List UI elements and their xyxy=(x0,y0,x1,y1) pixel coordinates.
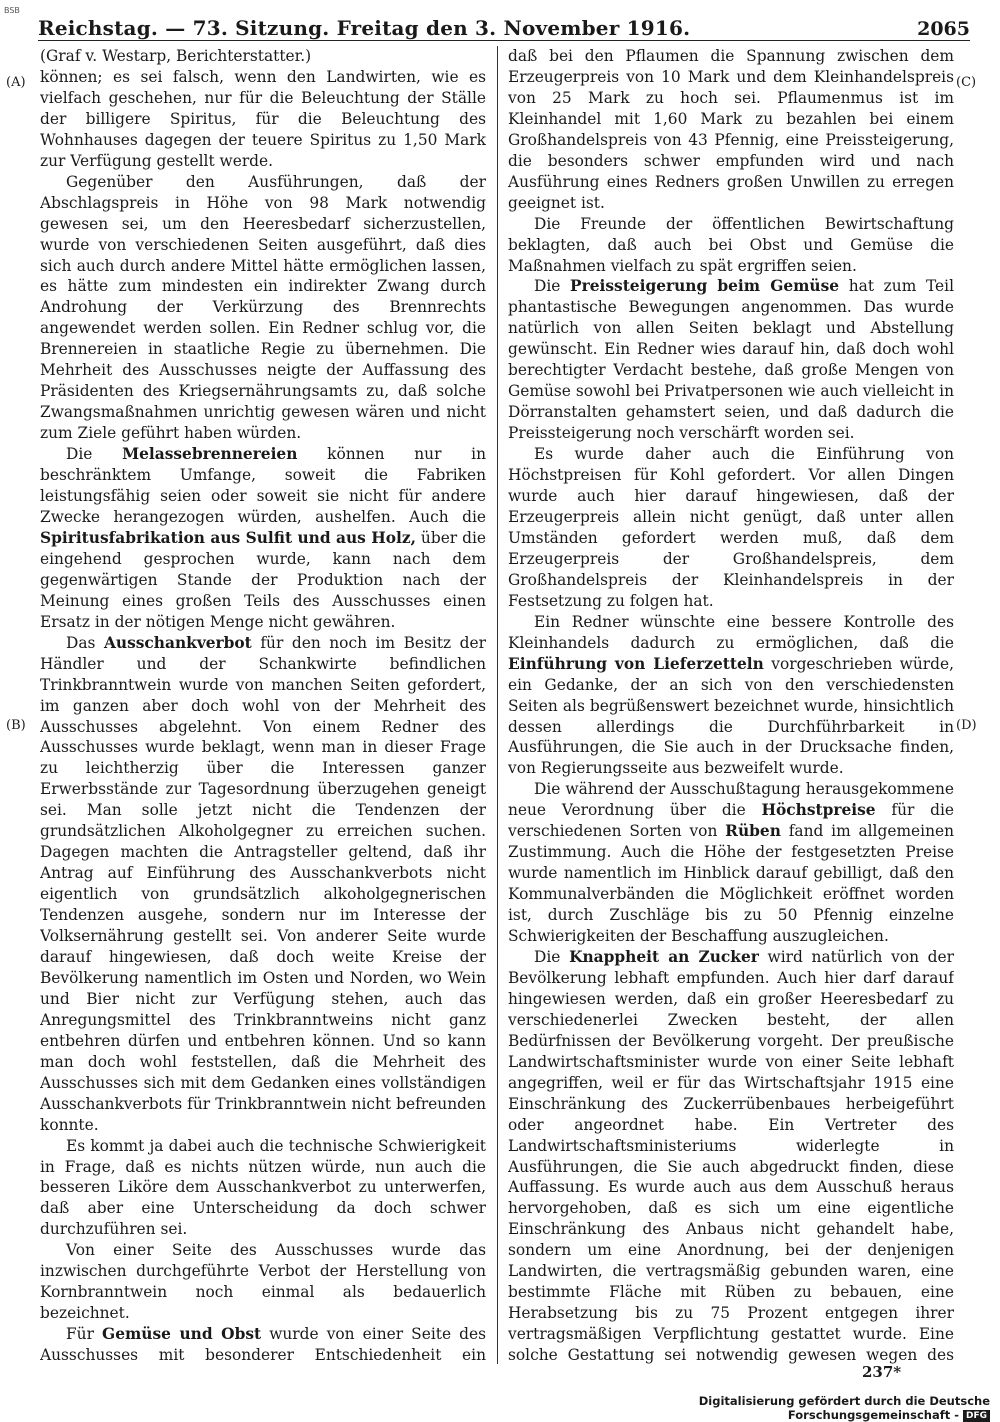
paragraph: Gegenüber den Ausführungen, daß der Abschlagspreis in Höhe von 98 Mark notwendig gewesen sei, um den Heeresbedarf sicherzustellen, wurde von verschiedenen Seiten ausgeführt, daß dies sich auch durch andere Mittel hätte ermöglichen lassen, es hätte zum mindesten ein indirekter Zwang durch Androhung der Verkürzung des Brennrechts angewendet werden sollen. Ein Redner schlug vor, die Brennereien in staatliche Regie zu übernehmen. Die Mehrheit des Ausschusses neigte der Auffassung des Präsidenten des Kriegsernährungsamts zu, daß solche Zwangsmaßnahmen unrichtig gewesen wären und nicht zum Ziele geführt haben würden. xyxy=(40,172,486,443)
paragraph: Das Ausschankverbot für den noch im Besitz der Händler und der Schankwirte befindlichen Trinkbranntwein wurde von manchen Seiten gefordert, im ganzen aber doch wohl von der Mehrheit des Ausschusses abgelehnt. Von einem Redner des Ausschusses wurde beklagt, wenn man in dieser Frage zu leichtherzig über die Interessen ganzer Erwerbsstände zur Tagesordnung überzugehen geneigt sei. Man solle jetzt nicht die Tendenzen der grundsätzlichen Alkoholgegner zu erreichen suchen. Dagegen machten die Antragsteller geltend, daß ihr Antrag auf Einführung des Ausschankverbots nicht eigentlich von grundsätzlich alkoholgegnerischen Tendenzen ausgehe, sondern nur im Interesse der Volksernährung gestellt sei. Von anderer Seite wurde darauf hingewiesen, daß doch weite Kreise der Bevölkerung namentlich im Osten und Norden, wo Wein und Bier nicht zur Verfügung stehen, auch das Anregungsmittel des Trinkbranntweins nicht ganz entbehren dürfen und entbehren können. Und so kann man doch wohl feststellen, daß die Mehrheit des Ausschusses sich mit dem Gedanken eines vollständigen Ausschankverbots für Trinkbranntwein nicht befreunden konnte. xyxy=(40,633,486,1134)
paragraph: Es wurde daher auch die Einführung von Höchstpreisen für Kohl gefordert. Vor allen Dingen wurde auch hier darauf hingewiesen, daß der Erzeugerpreis allein nicht genügt, daß unter allen Umständen gefordert werden muß, daß dem Erzeugerpreis der Großhandelspreis, dem Großhandelspreis der Kleinhandelspreis in der Festsetzung zu folgen hat. xyxy=(508,445,954,610)
bold-term: Preissteigerung beim Gemüse xyxy=(570,277,840,296)
right-column xyxy=(508,46,954,1364)
footer-text: Digitalisierung gefördert durch die Deutsche Forschungsgemeinschaft - xyxy=(698,1394,990,1422)
paragraph: können; es sei falsch, wenn den Landwirten, wie es vielfach geschehen, nur für die Beleuchtung der Ställe der billigere Spiritus, für die Beleuchtung des Wohnhauses dagegen der teuere Spiritus zu 1,50 Mark zur Verfügung gestellt werde. xyxy=(40,67,486,170)
paragraph: Von einer Seite des Ausschusses wurde das inzwischen durchgeführte Verbot der Herstellung von Kornbranntwein noch einmal als bedauerlich bezeichnet. xyxy=(40,1241,486,1323)
paragraph: daß bei den Pflaumen die Spannung zwischen dem Erzeugerpreis von 10 Mark und dem Kleinhandelspreis von 25 Mark zu hoch sei. Pflaumenmus ist im Kleinhandel mit 1,60 Mark zu bezahlen bei einem Großhandelspreis von 43 Pfennig, eine Preissteigerung, die besonders schwer empfunden wird und nach Ausführung eines Redners großen Unwillen zu erregen geeignet ist. xyxy=(508,47,954,212)
bold-term: Einführung von Lieferzetteln xyxy=(508,654,764,673)
paragraph: Die Melassebrennereien können nur in beschränktem Umfange, soweit die Fabriken leistungsfähig seien oder soweit sie nicht für andere Zwecke herangezogen würden, aushelfen. Auch die Spiritusfabrikation aus Sulfit und aus Holz, über die eingehend gesprochen wurde, kann nach dem gegenwärtigen Stande der Produktion nach der Meinung eines großen Teils des Ausschusses einen Ersatz in der nötigen Menge nicht gewähren. xyxy=(40,445,486,631)
paragraph: Die während der Ausschußtagung herausgekommene neue Verordnung über die Höchstpreise für die verschiedenen Sorten von Rüben fand im allgemeinen Zustimmung. Auch die Höhe der festgesetzten Preise wurde namentlich im Hinblick darauf gebilligt, daß den Kommunalverbänden die Möglichkeit eröffnet worden ist, durch Zuschläge bis zu 50 Pfennig einzelne Schwierigkeiten der Beschaffung auszugleichen. xyxy=(508,780,954,946)
paragraph: Die Knappheit an Zucker wird natürlich von der Bevölkerung lebhaft empfunden. Auch hier darf darauf hingewiesen werden, daß ein großer Heeresbedarf zu verschiedenerlei Zwecken besteht, der allen Bedürfnissen der Bevölkerung vorgeht. Der preußische Landwirtschaftsminister wurde von einer Seite lebhaft angegriffen, weil er für das Wirtschaftsjahr 1915 eine Einschränkung des Zuckerrübenbaues herbeigeführt oder angeordnet habe. Ein Vertreter des Landwirtschaftsministeriums widerlegte in Ausführungen, die Sie auch abgedruckt finden, diese Auffassung. Es wurde auch aus dem Ausschuß heraus hervorgehoben, daß es sich um eine eigentliche Einschränkung des Anbaus nicht gehandelt habe, sondern um eine Anordnung, bei der denjenigen Landwirten, die vertragsmäßig gebunden waren, eine bestimmte Fläche mit Rüben zu bebauen, eine Herabsetzung bis zu 75 Prozent entgegen ihrer vertragsmäßigen Verpflichtung gestattet wurde. Eine solche Gestattung sei notwendig gewesen wegen des xyxy=(508,947,954,1364)
page-header xyxy=(38,10,970,41)
paragraph: Ein Redner wünschte eine bessere Kontrolle des Kleinhandels dadurch zu ermöglichen, daß die Einführung von Lieferzetteln vorgeschrieben würde, ein Gedanke, der an sich von den verschiedensten Seiten als begrüßenswert bezeichnet wurde, hinsichtlich dessen allerdings die Durchführbarkeit in Ausführungen, die Sie auch in der Drucksache finden, von Regierungsseite aus bezweifelt wurde. xyxy=(508,612,954,778)
bold-term: Melassebrennereien xyxy=(122,445,298,464)
bold-term: Spiritusfabrikation aus Sulfit und aus Holz, xyxy=(40,528,416,547)
bold-term: Gemüse und Obst xyxy=(102,1325,262,1344)
bold-term: Ausschankverbot xyxy=(103,633,252,652)
bold-term: Höchstpreise xyxy=(761,801,876,820)
paragraph: Für Gemüse und Obst wurde von einer Seite des Ausschusses mit besonderer Entschiedenheit ein xyxy=(40,1325,486,1364)
column-divider xyxy=(497,46,498,1364)
running-title: Reichstag. — 73. Sitzung. Freitag den 3. November 1916. xyxy=(38,16,691,40)
margin-mark-a: (A) xyxy=(6,75,26,90)
paragraph: Die Preissteigerung beim Gemüse hat zum Teil phantastische Bewegungen angenommen. Das wurde natürlich von allen Seiten beklagt und Abstellung gewünscht. Ein Redner wies darauf hin, daß doch wohl berechtigter Verdacht bestehe, daß große Mengen von Gemüse sowohl bei Privatpersonen wie auch vielleicht in Dörranstalten gehamstert seien, und daß dadurch die Preissteigerung noch verschärft worden sei. xyxy=(508,277,954,443)
page-number: 2065 xyxy=(917,18,970,40)
left-column xyxy=(40,46,486,1364)
dfg-logo: DFG xyxy=(963,1410,990,1422)
margin-mark-d: (D) xyxy=(956,718,977,733)
bold-term: Rüben xyxy=(725,822,781,841)
digitization-footer xyxy=(610,1394,990,1422)
sheet-signature: 237* xyxy=(862,1363,902,1381)
speaker-note: (Graf v. Westarp, Berichterstatter.) xyxy=(40,47,312,65)
bold-term: Knappheit an Zucker xyxy=(569,947,759,966)
paragraph: Die Freunde der öffentlichen Bewirtschaftung beklagten, daß auch bei Obst und Gemüse die Maßnahmen vielfach zu spät ergriffen seien. xyxy=(508,214,954,275)
paragraph: Es kommt ja dabei auch die technische Schwierigkeit in Frage, daß es nichts nützen würde, nun auch die besseren Liköre dem Ausschankverbot zu unterwerfen, daß aber eine Unterscheidung da doch schwer durchzuführen sei. xyxy=(40,1136,486,1239)
margin-mark-c: (C) xyxy=(956,75,977,90)
library-stamp: BSB xyxy=(4,6,20,15)
margin-mark-b: (B) xyxy=(6,718,26,733)
